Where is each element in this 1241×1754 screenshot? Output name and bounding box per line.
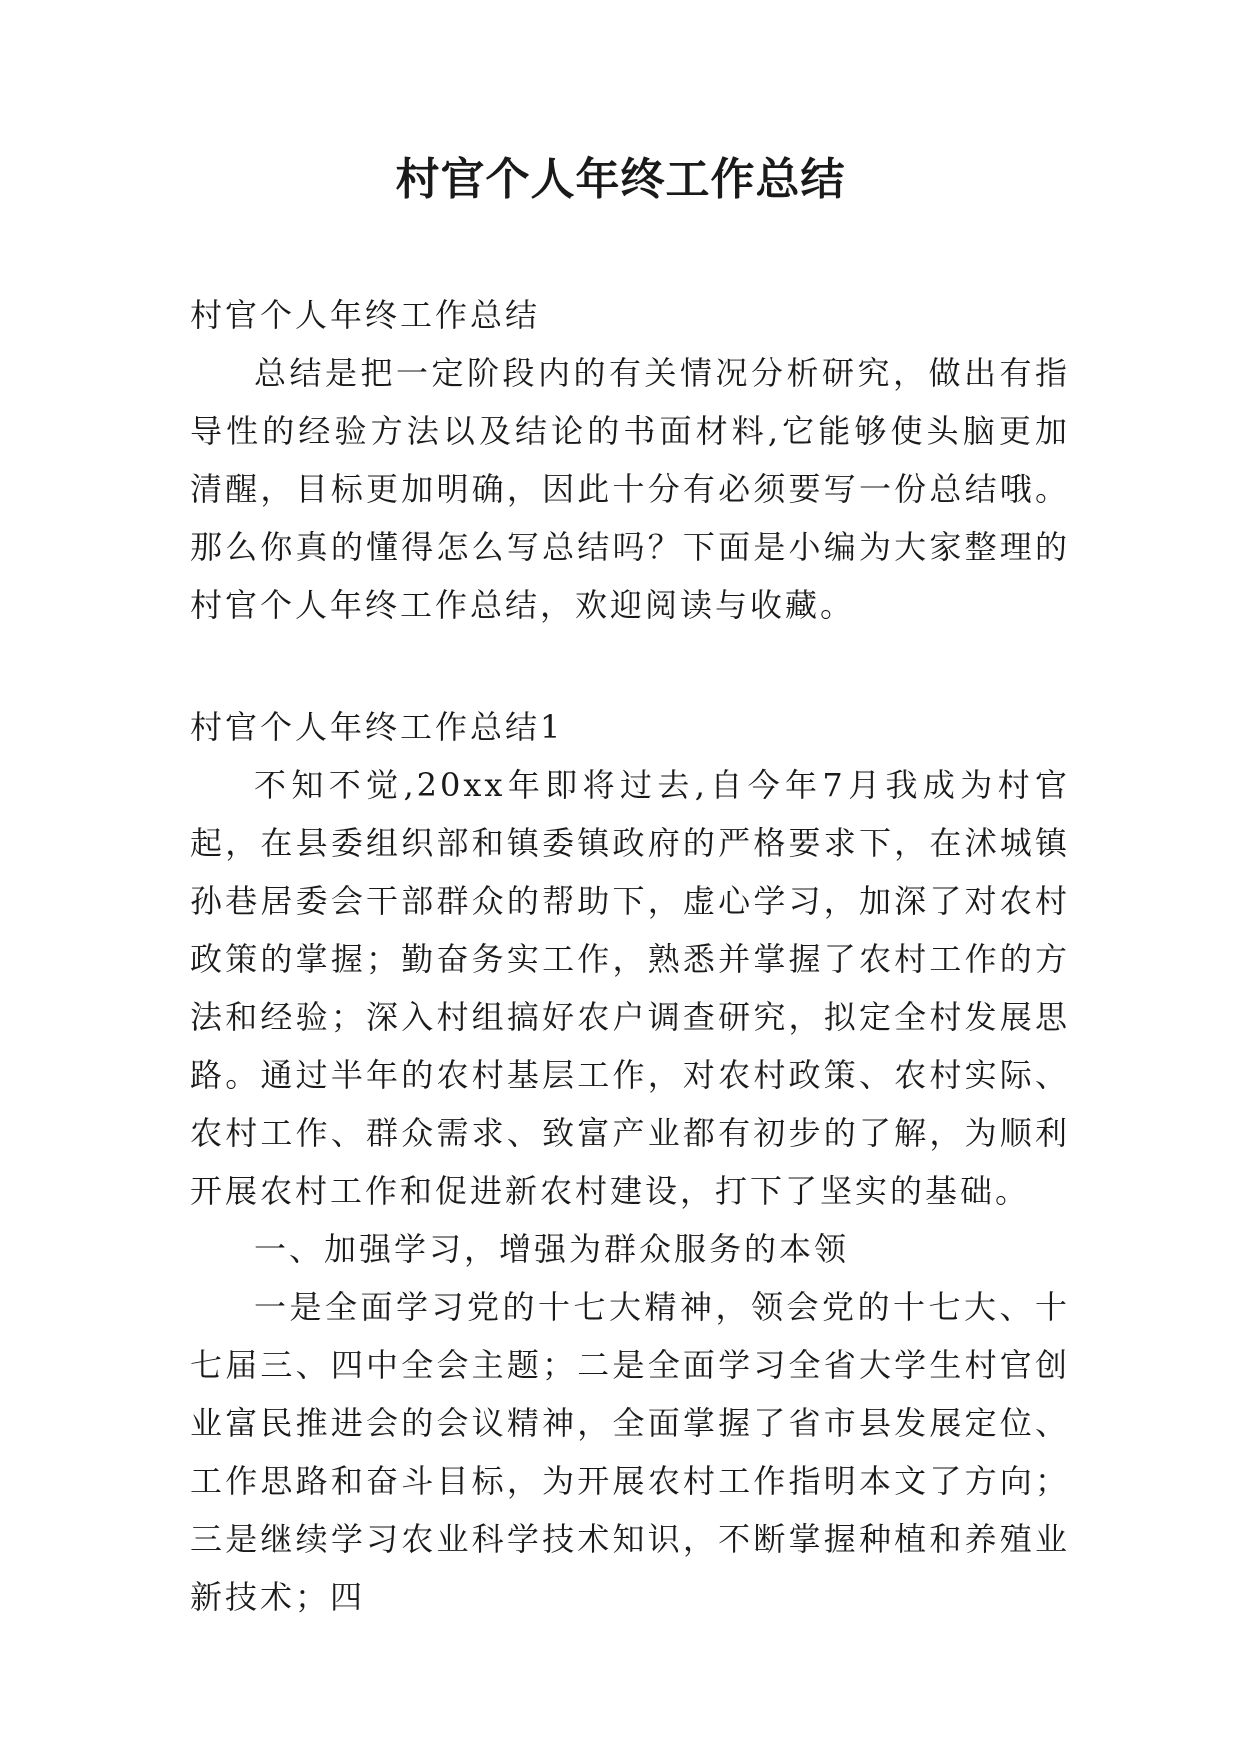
section-1-paragraph: 不知不觉,20xx年即将过去,自今年7月我成为村官起，在县委组织部和镇委镇政府的严格要求下，在沭城镇孙巷居委会干部群众的帮助下，虚心学习，加深了对农村政策的掌握；勤奋务实工作，熟悉并掌握了农村工作的方法和经验；深入村组搞好农户调查研究，拟定全村发展思路。通过半年的农村基层工作，对农村政策、农村实际、农村工作、群众需求、致富产业都有初步的了解，为顺利开展农村工作和促进新农村建设，打下了坚实的基础。 bbox=[190, 766, 1070, 1210]
document-title: 村官个人年终工作总结 bbox=[395, 154, 846, 205]
document-body bbox=[190, 286, 1070, 1626]
section-gap bbox=[190, 634, 1070, 698]
study-paragraph: 一是全面学习党的十七大精神，领会党的十七大、十七届三、四中全会主题；二是全面学习全省大学生村官创业富民推进会的会议精神，全面掌握了省市县发展定位、工作思路和奋斗目标，为开展农村工作指明本文了方向；三是继续学习农业科学技术知识，不断掌握种植和养殖业新技术；四 bbox=[190, 1288, 1070, 1616]
intro-paragraph: 总结是把一定阶段内的有关情况分析研究，做出有指导性的经验方法以及结论的书面材料,它能够使头脑更加清醒，目标更加明确，因此十分有必须要写一份总结哦。那么你真的懂得怎么写总结吗？下面是小编为大家整理的村官个人年终工作总结，欢迎阅读与收藏。 bbox=[190, 354, 1070, 624]
section-heading-1: 村官个人年终工作总结1 bbox=[190, 708, 564, 746]
section-heading-intro: 村官个人年终工作总结 bbox=[190, 296, 541, 334]
subheading-study: 一、加强学习，增强为群众服务的本领 bbox=[254, 1230, 850, 1268]
